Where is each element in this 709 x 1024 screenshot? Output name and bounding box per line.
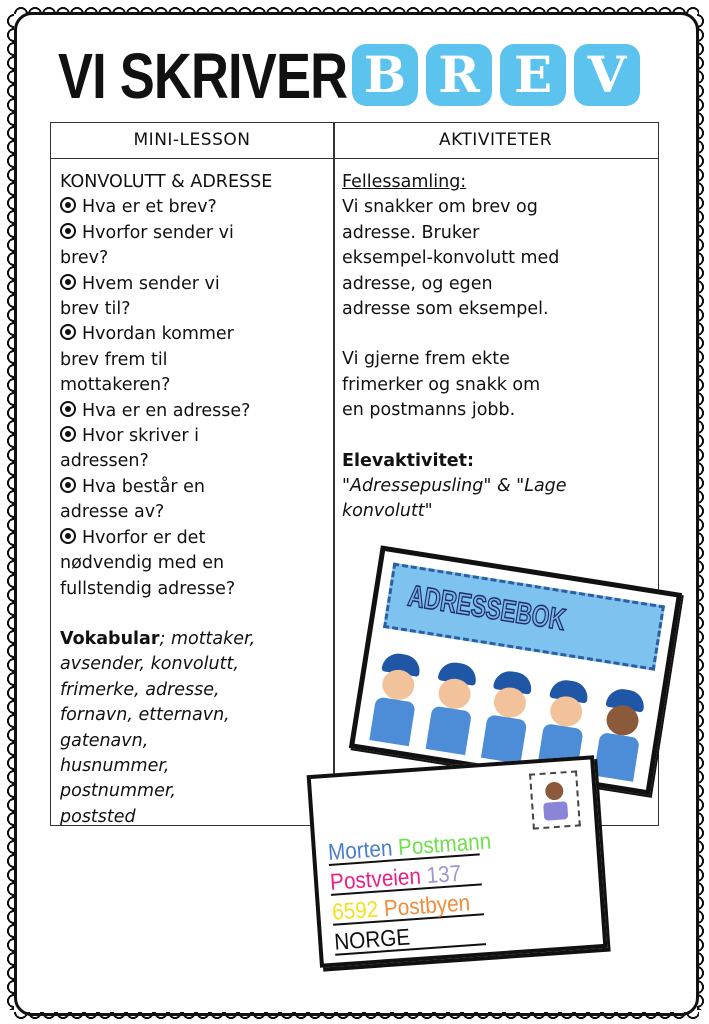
vocab-label: Vokabular [60, 628, 160, 649]
question-text: brev frem til [60, 349, 168, 370]
header-mini-lesson: MINI-LESSON [133, 130, 251, 150]
bullet-icon [60, 426, 76, 442]
bullet-icon [60, 324, 76, 340]
fellessamling-title: Fellessamling: [342, 172, 467, 192]
vocab-line: husnummer, [60, 755, 170, 776]
lesson-question-line [60, 500, 342, 525]
question-text: adressen? [60, 451, 149, 472]
house-number: 137 [425, 859, 462, 889]
lesson-question-line [60, 577, 342, 602]
lesson-question-line [60, 322, 342, 347]
question-text: Hvem sender vi [82, 273, 220, 294]
lesson-question-line [60, 424, 342, 449]
fellessamling-line: adresse. Bruker [342, 222, 480, 243]
table-header [51, 123, 658, 159]
vocab-line: avsender, konvolutt, [60, 654, 239, 675]
lesson-question-line [60, 246, 342, 271]
brev-letter: V [574, 44, 640, 106]
lesson-question-line [60, 195, 342, 220]
street: Postveien [329, 862, 422, 895]
lesson-question-line [60, 526, 342, 551]
bullet-icon [60, 223, 76, 239]
fellessamling-line: adresse som eksempel. [342, 299, 549, 320]
scalloped-border-right [697, 14, 707, 1010]
fellessamling-line: adresse, og egen [342, 273, 493, 294]
bullet-icon [60, 477, 76, 493]
lesson-question-line [60, 373, 342, 398]
bullet-icon [60, 401, 76, 417]
header-aktiviteter: AKTIVITETER [438, 130, 553, 150]
fellessamling-line: Vi snakker om brev og [342, 197, 538, 218]
lesson-question-line [60, 475, 342, 500]
lesson-question-line [60, 399, 342, 424]
vocab-line: fornavn, etternavn, [60, 705, 230, 726]
adressebok-label: ADRESSEBOK [405, 579, 568, 637]
activity-line: Vi gjerne frem ekte [342, 349, 510, 370]
zip: 6592 [331, 895, 380, 925]
elevaktivitet-line: "Adressepusling" & "Lage [342, 476, 567, 497]
vocab-line: postnummer, [60, 781, 176, 802]
mini-lesson-column [51, 160, 342, 830]
question-text: Hvorfor er det [82, 527, 206, 548]
vocab-line: poststed [60, 806, 136, 827]
lesson-heading: KONVOLUTT & ADRESSE [60, 172, 273, 192]
elevaktivitet-title: Elevaktivitet: [342, 450, 475, 471]
fellessamling-line: eksempel-konvolutt med [342, 248, 560, 269]
bullet-icon [60, 528, 76, 544]
stamp-icon [529, 770, 581, 829]
question-text: Hva består en [82, 476, 205, 497]
country: NORGE [333, 923, 411, 955]
brev-letter: R [426, 44, 492, 106]
last-name: Postmann [397, 827, 492, 861]
lesson-question-line [60, 297, 342, 322]
question-text: fullstendig adresse? [60, 578, 236, 599]
bullet-icon [60, 197, 76, 213]
brev-letter: B [352, 44, 418, 106]
scalloped-border-left [4, 14, 14, 1010]
address-country-line [333, 919, 486, 955]
question-text: Hva er et brev? [82, 197, 217, 218]
question-text: mottakeren? [60, 375, 171, 396]
activities-column [334, 160, 652, 525]
brev-title-tiles [352, 44, 640, 106]
question-text: Hva er en adresse? [82, 400, 251, 421]
activity-line: frimerker og snakk om [342, 374, 541, 395]
question-text: Hvordan kommer [82, 324, 234, 345]
lesson-question-line [60, 551, 342, 576]
vocab-line [60, 627, 342, 652]
lesson-question-line [60, 449, 342, 474]
question-text: brev? [60, 248, 109, 269]
vocab-text: ; mottaker, [159, 628, 256, 649]
brev-letter: E [500, 44, 566, 106]
elevaktivitet-line: konvolutt" [342, 501, 433, 522]
city: Postbyen [382, 889, 471, 922]
activity-line: en postmanns jobb. [342, 400, 516, 421]
lesson-question-line [60, 221, 342, 246]
lesson-question-line [60, 348, 342, 373]
question-text: Hvor skriver i [82, 426, 200, 447]
page-title: VI SKRIVER [58, 40, 348, 112]
scalloped-border-top [14, 4, 699, 14]
envelope-image [307, 755, 608, 968]
first-name: Morten [327, 834, 394, 865]
bullet-icon [60, 274, 76, 290]
scalloped-border-bottom [14, 1012, 699, 1022]
question-text: nødvendig med en [60, 553, 225, 574]
lesson-question-line [60, 272, 342, 297]
vocab-line: frimerke, adresse, [60, 679, 220, 700]
question-text: adresse av? [60, 502, 165, 523]
vocab-line: gatenavn, [60, 730, 149, 751]
question-text: brev til? [60, 299, 131, 320]
question-text: Hvorfor sender vi [82, 222, 234, 243]
